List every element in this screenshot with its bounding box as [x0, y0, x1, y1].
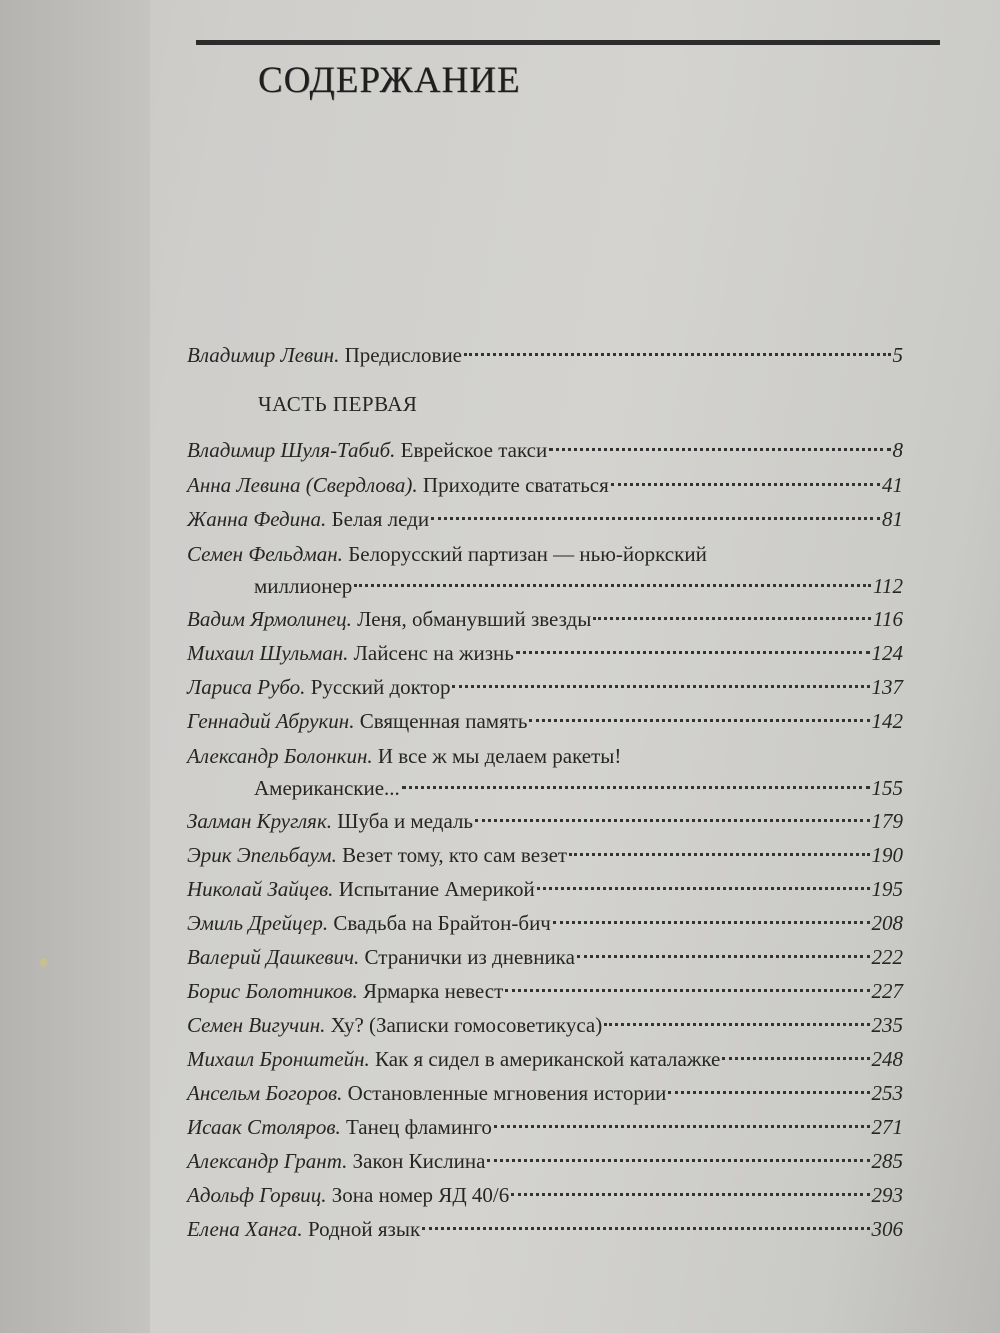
- toc-page-number: 137: [871, 675, 903, 699]
- toc-row: [187, 907, 903, 939]
- toc-row: [187, 1179, 903, 1211]
- toc-title: Ярмарка невест: [362, 979, 504, 1003]
- page-title: СОДЕРЖАНИЕ: [258, 60, 521, 101]
- toc-author: Елена Ханга.: [187, 1217, 303, 1241]
- toc-author: Семен Фельдман.: [187, 542, 343, 566]
- toc-title: Странички из дневника: [364, 945, 575, 969]
- dot-leader: [475, 819, 869, 822]
- toc-title: Родной язык: [307, 1217, 421, 1241]
- dot-leader: [402, 786, 870, 789]
- toc-author: Исаак Столяров.: [187, 1115, 341, 1139]
- top-rule: [196, 40, 940, 45]
- toc-author: Владимир Левин.: [187, 343, 340, 367]
- toc-page-number: 116: [873, 607, 903, 631]
- toc-page-number: 195: [871, 877, 903, 901]
- toc-entry: [187, 434, 903, 466]
- toc-title: Ху? (Записки гомосоветикуса): [330, 1013, 603, 1037]
- toc-row: [187, 975, 903, 1007]
- dot-leader: [537, 887, 870, 890]
- toc-entry: [187, 1213, 903, 1245]
- toc-entry: [187, 637, 903, 669]
- toc-title: Зона номер ЯД 40/6: [331, 1183, 510, 1207]
- toc-title: Свадьба на Брайтон-бич: [333, 911, 551, 935]
- dot-leader: [611, 483, 880, 486]
- dot-leader: [529, 719, 869, 722]
- toc-entry: [187, 503, 903, 535]
- toc-row-continuation: [187, 772, 903, 804]
- toc-entry: [187, 1111, 903, 1143]
- toc-title: И все ж мы делаем ракеты!: [377, 744, 622, 768]
- toc-author: Эмиль Дрейцер.: [187, 911, 329, 935]
- toc-author: Михаил Шульман.: [187, 641, 349, 665]
- toc-entry: [187, 839, 903, 871]
- toc-author: Лариса Рубо.: [187, 675, 306, 699]
- toc-entry: [187, 538, 903, 602]
- toc-author: Ансельм Богоров.: [187, 1081, 343, 1105]
- page-gutter: [0, 0, 150, 1333]
- dot-leader: [593, 617, 871, 620]
- dot-leader: [604, 1023, 869, 1026]
- dot-leader: [553, 921, 870, 924]
- toc-title: Шуба и медаль: [337, 809, 474, 833]
- toc-row: [187, 671, 903, 703]
- toc-author: Вадим Ярмолинец.: [187, 607, 352, 631]
- dot-leader: [516, 651, 870, 654]
- toc-author: Валерий Дашкевич.: [187, 945, 360, 969]
- toc-author: Владимир Шуля-Табиб.: [187, 438, 396, 462]
- dot-leader: [422, 1227, 869, 1230]
- toc-page-number: 253: [871, 1081, 903, 1105]
- part-heading: ЧАСТЬ ПЕРВАЯ: [258, 392, 418, 416]
- toc-entry: [187, 941, 903, 973]
- toc-title: Предисловие: [344, 343, 463, 367]
- dot-leader: [668, 1091, 869, 1094]
- dot-leader: [569, 853, 869, 856]
- dot-leader: [487, 1159, 869, 1162]
- toc-title: Приходите свататься: [422, 473, 609, 497]
- toc-author: Геннадий Абрукин.: [187, 709, 355, 733]
- toc-row: [187, 1043, 903, 1075]
- toc-row: [187, 603, 903, 635]
- toc-title: Лайсенс на жизнь: [353, 641, 514, 665]
- toc-page-number: 124: [871, 641, 903, 665]
- toc-page-number: 112: [873, 574, 903, 598]
- toc-title: Леня, обманувший звезды: [357, 607, 592, 631]
- dot-leader: [549, 448, 890, 451]
- toc-entry: [187, 1009, 903, 1041]
- toc-author: Адольф Горвиц.: [187, 1183, 327, 1207]
- toc-author: Семен Вигучин.: [187, 1013, 326, 1037]
- toc-entry: [187, 805, 903, 837]
- dot-leader: [505, 989, 869, 992]
- dot-leader: [577, 955, 870, 958]
- toc-row: [187, 1145, 903, 1177]
- toc-title: Везет тому, кто сам везет: [342, 843, 568, 867]
- toc-page-number: 248: [871, 1047, 903, 1071]
- toc-author: Николай Зайцев.: [187, 877, 334, 901]
- toc-row-continuation: [187, 570, 903, 602]
- toc-page-number: 8: [892, 438, 903, 462]
- toc-page-number: 293: [871, 1183, 903, 1207]
- toc-row: [187, 637, 903, 669]
- toc-entry: [187, 469, 903, 501]
- dot-leader: [464, 353, 890, 356]
- toc-page-number: 190: [871, 843, 903, 867]
- dot-leader: [354, 584, 871, 587]
- toc-page-number: 235: [871, 1013, 903, 1037]
- toc-entry: [187, 603, 903, 635]
- toc-page-number: 155: [871, 776, 903, 800]
- toc-title-continuation: Американские...: [254, 776, 400, 800]
- toc-title: Русский доктор: [310, 675, 451, 699]
- toc-title: Закон Кислина: [352, 1149, 486, 1173]
- toc-title-continuation: миллионер: [254, 574, 353, 598]
- toc-title: Как я сидел в американской каталажке: [375, 1047, 721, 1071]
- toc-page-number: 285: [871, 1149, 903, 1173]
- paper-speck: [40, 958, 47, 967]
- toc-author: Анна Левина (Свердлова).: [187, 473, 418, 497]
- toc-author: Александр Грант.: [187, 1149, 348, 1173]
- toc-row: [187, 1111, 903, 1143]
- toc-row: [187, 873, 903, 905]
- toc-page-number: 271: [871, 1115, 903, 1139]
- toc-author: Александр Болонкин.: [187, 744, 373, 768]
- toc-row: [187, 339, 903, 371]
- toc-row: [187, 705, 903, 737]
- toc-entry: [187, 1145, 903, 1177]
- toc-page-number: 81: [882, 507, 903, 531]
- toc-author: Жанна Федина.: [187, 507, 327, 531]
- toc-page-number: 208: [871, 911, 903, 935]
- toc-row: [187, 1213, 903, 1245]
- toc-row: [187, 740, 903, 772]
- dot-leader: [431, 517, 880, 520]
- toc-author: Борис Болотников.: [187, 979, 358, 1003]
- toc-row: [187, 538, 903, 570]
- toc-author: Эрик Эпельбаум.: [187, 843, 337, 867]
- dot-leader: [452, 685, 869, 688]
- toc-entry: [187, 873, 903, 905]
- toc-row: [187, 1009, 903, 1041]
- dot-leader: [722, 1057, 869, 1060]
- toc-entry: [187, 907, 903, 939]
- toc-title: Еврейское такси: [400, 438, 548, 462]
- toc-entry: [187, 975, 903, 1007]
- toc-entry: [187, 740, 903, 804]
- toc-page-number: 179: [871, 809, 903, 833]
- toc-row: [187, 805, 903, 837]
- dot-leader: [494, 1125, 870, 1128]
- toc-page-number: 222: [871, 945, 903, 969]
- toc-row: [187, 469, 903, 501]
- toc-row: [187, 1077, 903, 1109]
- toc-page-number: 306: [871, 1217, 903, 1241]
- toc-entry: [187, 1077, 903, 1109]
- toc-page-number: 5: [892, 343, 903, 367]
- toc-title: Остановленные мгновения истории: [347, 1081, 667, 1105]
- toc-entry: [187, 671, 903, 703]
- toc-title: Испытание Америкой: [338, 877, 535, 901]
- toc-entry: [187, 705, 903, 737]
- toc-title: Белая леди: [331, 507, 430, 531]
- toc-title: Танец фламинго: [346, 1115, 492, 1139]
- toc-row: [187, 941, 903, 973]
- toc-entry-preface: [187, 339, 903, 371]
- toc-entry: [187, 1179, 903, 1211]
- dot-leader: [511, 1193, 869, 1196]
- toc-row: [187, 839, 903, 871]
- toc-row: [187, 434, 903, 466]
- toc-page-number: 142: [871, 709, 903, 733]
- toc-author: Михаил Бронштейн.: [187, 1047, 370, 1071]
- toc-title: Священная память: [359, 709, 528, 733]
- toc-entry: [187, 1043, 903, 1075]
- toc-author: Залман Кругляк.: [187, 809, 333, 833]
- toc-title: Белорусский партизан — нью-йоркский: [348, 542, 707, 566]
- toc-page-number: 41: [882, 473, 903, 497]
- toc-page-number: 227: [871, 979, 903, 1003]
- toc-row: [187, 503, 903, 535]
